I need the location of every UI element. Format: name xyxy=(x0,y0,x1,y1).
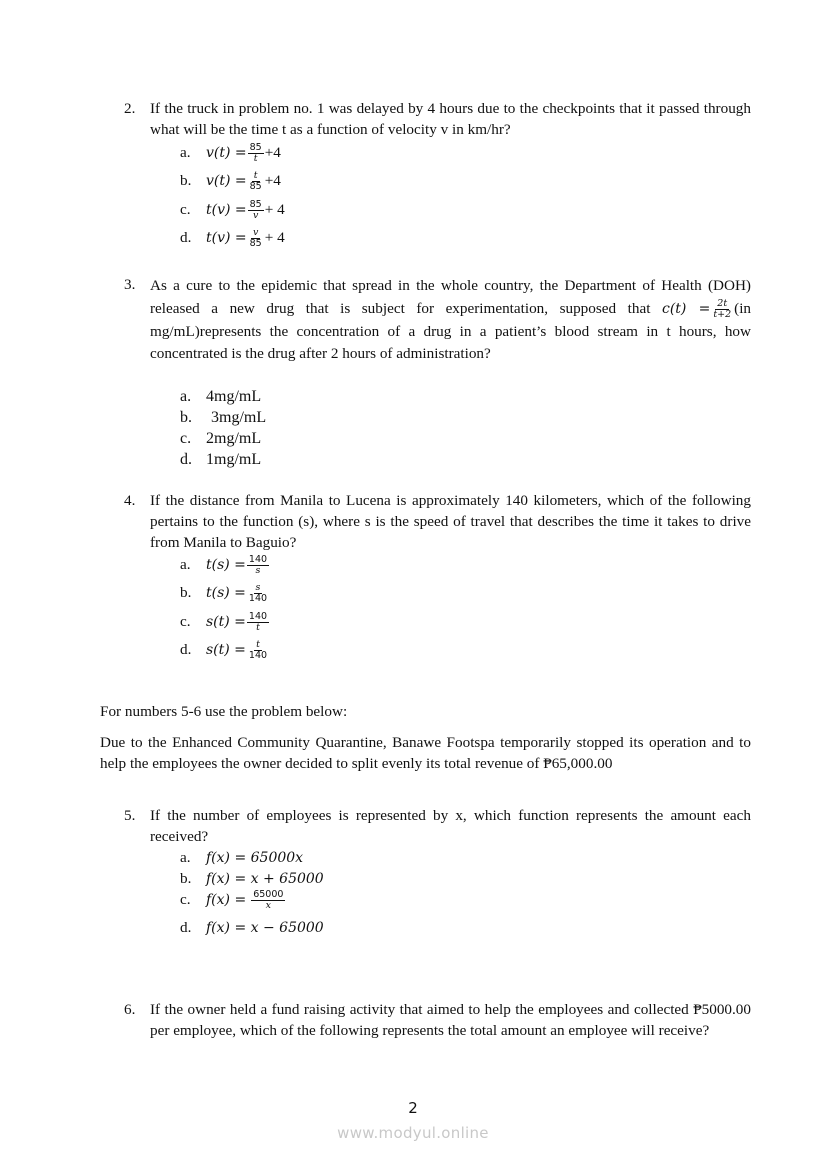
fraction: $\frac{85}{v}$ xyxy=(249,199,262,221)
question-6 xyxy=(124,1000,751,1042)
question-text: If the owner held a fund raising activity that aimed to help the employees and collected ₱5000.00 per employee, which of the following represents the total amount an employee will receive? xyxy=(150,1001,751,1039)
fraction: $\frac{t}{85}$ xyxy=(249,170,262,192)
problem-statement: Due to the Enhanced Community Quarantine, Banawe Footspa temporarily stopped its operation and to help the employees the owner decided to split evenly its total revenue of ₱65,000.00 xyxy=(100,734,751,772)
choice-c: c. f(x) = $\frac{65000}{x}$ xyxy=(180,889,284,911)
choice-b: b. f(x) = x + 65000 xyxy=(180,870,324,887)
choice-a: a. 4mg/mL xyxy=(180,388,262,405)
choice-c: c. 2mg/mL xyxy=(180,430,262,447)
choice-c: c. t(v) = $\frac{85}{v}$ + 4 xyxy=(180,199,285,221)
choice-b: b. 3mg/mL xyxy=(180,409,267,426)
fraction: $\frac{t}{140}$ xyxy=(248,639,268,661)
question-text: If the number of employees is represented by x, which function represents the amount each received? xyxy=(150,807,751,845)
question-number: 4. xyxy=(124,492,136,509)
question-5 xyxy=(124,806,751,848)
question-number: 6. xyxy=(124,1001,136,1018)
fraction: $\frac{140}{t}$ xyxy=(248,611,268,633)
fraction: $\frac{2t}{t+2}$ xyxy=(713,297,732,320)
fraction: $\frac{v}{85}$ xyxy=(249,227,262,249)
choice-b: b. t(s) = $\frac{s}{140}$ xyxy=(180,582,268,604)
fraction: $\frac{140}{s}$ xyxy=(248,554,268,576)
choice-d: d. s(t) = $\frac{t}{140}$ xyxy=(180,639,268,661)
choice-d: d. t(v) = $\frac{v}{85}$ + 4 xyxy=(180,227,285,249)
choice-a: a. v(t) = $\frac{85}{t}$ +4 xyxy=(180,142,281,164)
question-text: If the distance from Manila to Lucena is approximately 140 kilometers, which of the following pertains to the function (s), where s is the speed of travel that describes the time it takes to drive from Manila to Baguio? xyxy=(150,492,751,551)
page-number: 2 xyxy=(408,1099,418,1117)
choice-b: b. v(t) = $\frac{t}{85}$ +4 xyxy=(180,170,281,192)
fraction: $\frac{s}{140}$ xyxy=(248,582,268,604)
question-2 xyxy=(124,99,751,141)
question-number: 3. xyxy=(124,276,136,293)
choice-d: d. 1mg/mL xyxy=(180,451,262,468)
choice-a: a. f(x) = 65000x xyxy=(180,849,304,866)
question-text: As a cure to the epidemic that spread in the whole country, the Department of Health (DOH) released a new drug that is subject for experimentation, supposed that c(t) = $\frac{2t}{t+2}$ (in mg/mL)represents the concentration of a drug in a patient’s blood stream in t hours, how concentrated is the drug after 2 hours of administration? xyxy=(150,277,752,363)
question-number: 5. xyxy=(124,807,136,824)
question-text: If the truck in problem no. 1 was delayed by 4 hours due to the checkpoints that it passed through what will be the time t as a function of velocity v in km/hr? xyxy=(150,100,751,138)
question-4 xyxy=(124,491,751,553)
watermark: www.modyul.online xyxy=(337,1124,489,1142)
choice-c: c. s(t) = $\frac{140}{t}$ xyxy=(180,611,268,633)
choice-a: a. t(s) = $\frac{140}{s}$ xyxy=(180,554,268,576)
choice-d: d. f(x) = x − 65000 xyxy=(180,919,324,936)
section-lead: For numbers 5-6 use the problem below: xyxy=(100,703,348,720)
fraction: $\frac{65000}{x}$ xyxy=(253,889,284,911)
question-number: 2. xyxy=(124,100,136,117)
question-3 xyxy=(124,275,751,366)
fraction: $\frac{85}{t}$ xyxy=(249,142,262,164)
